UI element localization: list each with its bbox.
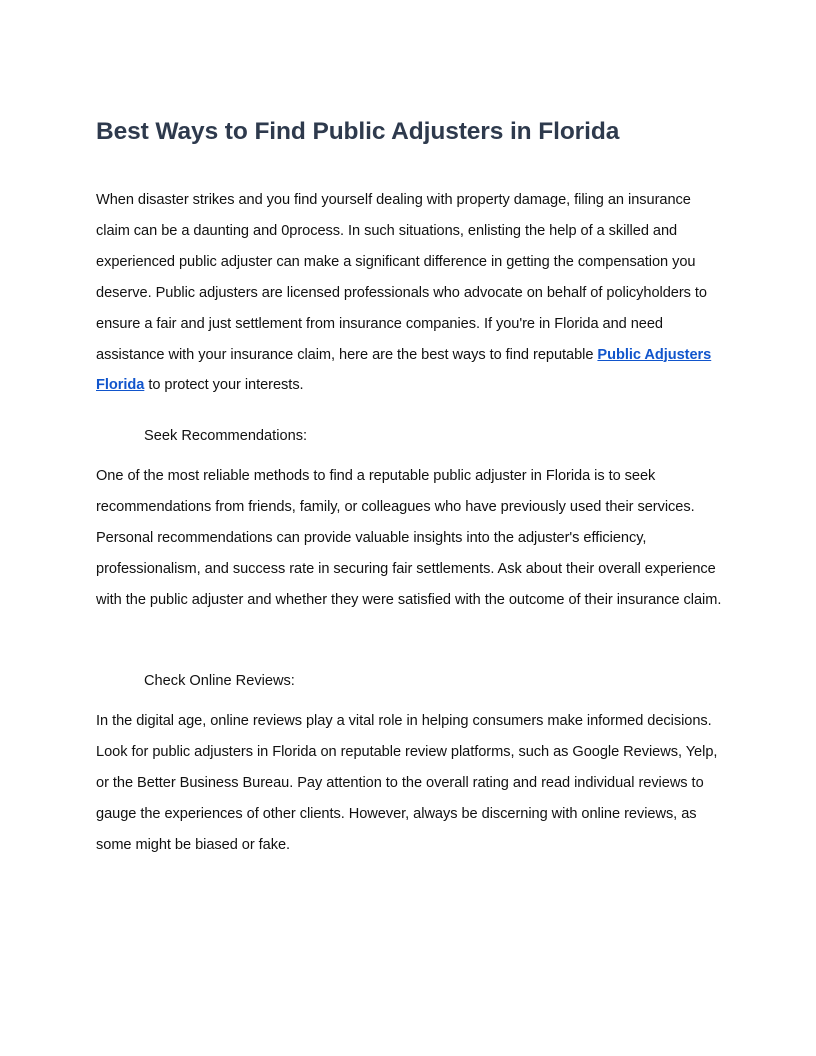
public-adjusters-florida-link[interactable]: Public Adjusters Florida: [96, 346, 712, 394]
intro-paragraph: [96, 185, 724, 401]
intro-text-after-link: to protect your interests.: [144, 377, 304, 394]
section-body-online-reviews: In the digital age, online reviews play a vital role in helping consumers make informed decisions. Look for public adjusters in Florida on reputable review platforms, such as Google Reviews, Yelp, or the Better Business Bureau. Pay attention to the overall rating and read individual reviews to gauge the experiences of other clients. However, always be discerning with online reviews, as some might be biased or fake.: [96, 713, 718, 853]
intro-text-before-link: When disaster strikes and you find yourself dealing with property damage, filing an insurance claim can be a daunting and 0process. In such situations, enlisting the help of a skilled and experienced public adjuster can make a significant difference in getting the compensation you deserve. Public adjusters are licensed professionals who advocate on behalf of policyholders to ensure a fair and just settlement from insurance companies. If you're in Florida and need assistance with your insurance claim, here are the best ways to find reputable: [96, 192, 707, 363]
section-body-recommendations: One of the most reliable methods to find a reputable public adjuster in Florida is to seek recommendations from friends, family, or colleagues who have previously used their services. Personal recommendations can provide valuable insights into the adjuster's efficiency, professionalism, and success rate in securing fair settlements. Ask about their overall experience with the public adjuster and whether they were satisfied with the outcome of their insurance claim.: [96, 468, 722, 608]
section-heading-recommendations: Seek Recommendations:: [144, 428, 308, 444]
page-title: Best Ways to Find Public Adjusters in Florida: [96, 118, 620, 145]
section-heading-online-reviews: Check Online Reviews:: [144, 673, 295, 689]
